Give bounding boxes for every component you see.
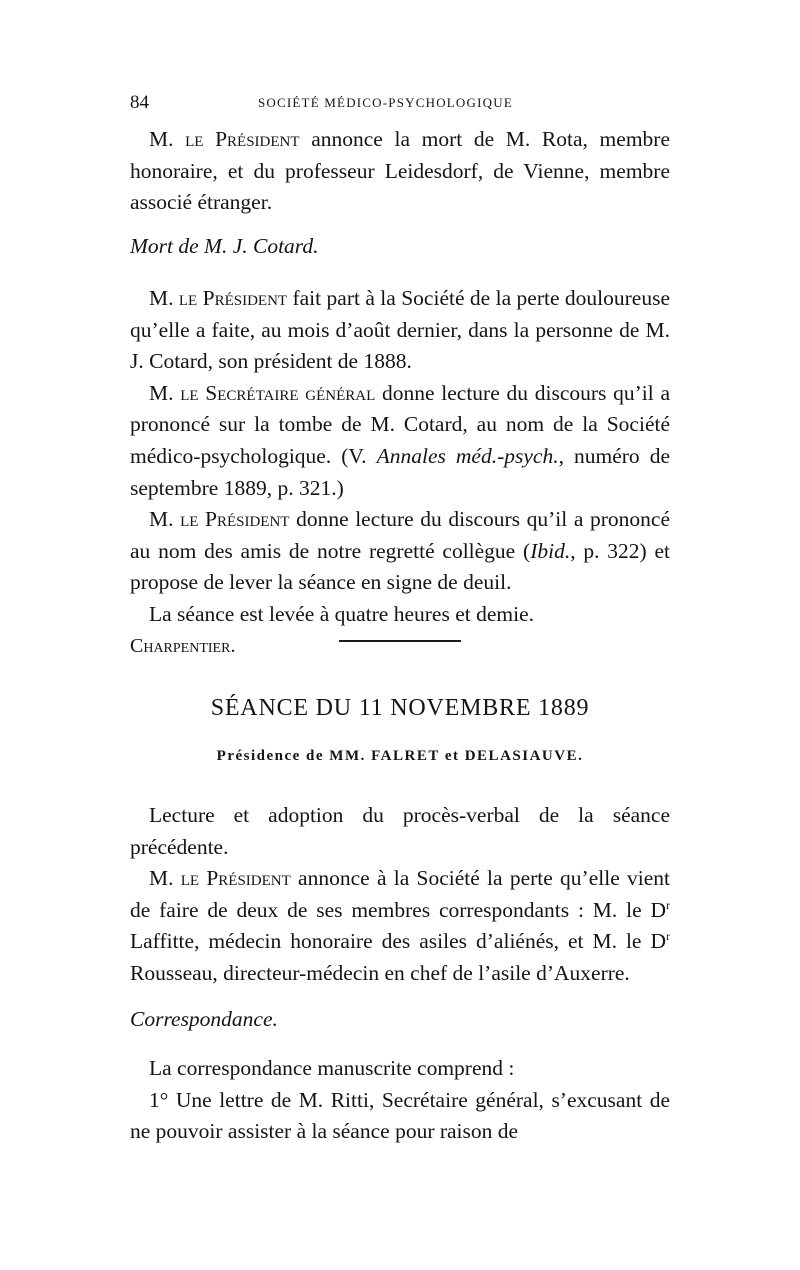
running-title: SOCIÉTÉ MÉDICO-PSYCHOLOGIQUE (258, 95, 513, 110)
heading-cotard-block (130, 231, 670, 263)
speaker-president: M. le Président (149, 866, 291, 891)
section-divider (339, 640, 461, 642)
paragraph-text: , numéro de septembre 1889, p. 321.) (130, 443, 671, 500)
paragraph-members-loss (130, 863, 670, 989)
text-block-cotard (130, 283, 670, 662)
text-block-seance (130, 800, 670, 990)
paragraph-text: Laffitte, médecin honoraire des asiles d’aliénés, et M. le D (130, 929, 666, 954)
page-number: 84 (130, 92, 149, 113)
paragraph-text: donne lecture du discours qu’il a prononcé sur la tombe de M. Cotard, au nom de la Société médico-psychologique. (V. (130, 380, 670, 468)
paragraph-minutes: Lecture et adoption du procès-verbal de la séance précédente. (130, 803, 670, 859)
paragraph-president-speech (130, 504, 670, 599)
paragraph-cotard-loss (130, 283, 670, 378)
paragraph-text: annonce la mort de M. Rota, membre honoraire, et du professeur Leidesdorf, de Vienne, membre associé étranger. (130, 127, 670, 215)
paragraph-death-announcement (130, 124, 670, 219)
paragraph-text: donne lecture du discours qu’il a prononcé au nom des amis de notre regretté collègue ( (130, 507, 670, 563)
paragraph-text: fait part à la Société de la perte douloureuse qu’elle a faite, au mois d’août dernier, dans la personne de M. J. Cotard, son président de 1888. (130, 286, 670, 374)
superscript: r (666, 929, 670, 944)
section-heading-cotard: Mort de M. J. Cotard. (130, 234, 319, 258)
paragraph-secretary-speech (130, 378, 670, 504)
citation-ibid: Ibid. (530, 538, 571, 563)
speaker-president: M. le Président (149, 286, 288, 310)
speaker-secretary: M. le Secrétaire général (149, 380, 376, 405)
text-block-correspondance (130, 1053, 670, 1148)
paragraph-correspondance-intro: La correspondance manuscrite comprend : (149, 1056, 515, 1080)
superscript: r (666, 897, 670, 912)
paragraph-text: annonce à la Société la perte qu’elle vient de faire de deux de ses membres correspondants : M. le D (130, 866, 670, 922)
text-block-announcement (130, 124, 670, 219)
paragraph-ritti-letter: 1° Une lettre de M. Ritti, Secrétaire général, s’excusant de ne pouvoir assister à la séance pour raison de (130, 1087, 670, 1144)
citation-annales: Annales méd.-psych. (376, 443, 559, 468)
signature: Charpentier. (130, 634, 236, 657)
heading-correspondance-block (130, 1004, 670, 1036)
paragraph-text: , p. 322) et propose de lever la séance en signe de deuil. (130, 538, 670, 595)
presidence-line: Présidence de MM. FALRET et DELASIAUVE. (216, 748, 584, 764)
paragraph-session-closed: La séance est levée à quatre heures et demie. (149, 601, 534, 626)
paragraph-text: Rousseau, directeur-médecin en chef de l’asile d’Auxerre. (130, 960, 630, 985)
section-heading-correspondance: Correspondance. (130, 1007, 278, 1031)
speaker-president: M. le Président (149, 507, 290, 532)
speaker-president: M. le Président (149, 127, 300, 151)
seance-title: SÉANCE DU 11 NOVEMBRE 1889 (210, 695, 590, 721)
running-head (130, 92, 670, 116)
